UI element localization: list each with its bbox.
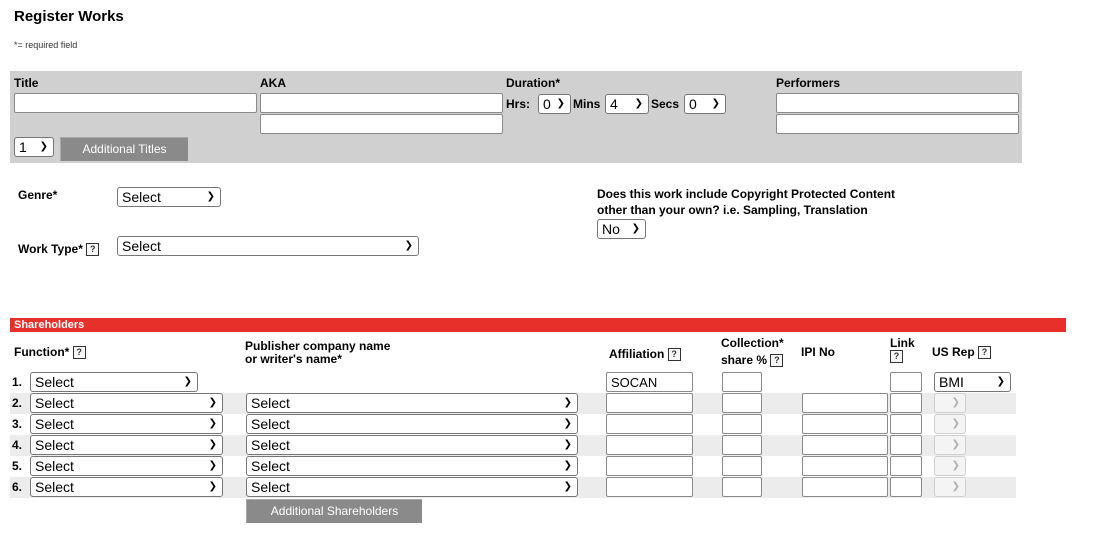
publisher-value: Select <box>251 395 290 411</box>
title-label: Title <box>14 76 39 90</box>
chevron-down-icon: ❯ <box>208 397 217 408</box>
publisher-header-line2: or writer's name* <box>245 352 342 366</box>
secs-label: Secs <box>651 97 680 111</box>
publisher-value: Select <box>251 416 290 432</box>
chevron-down-icon: ❯ <box>996 376 1005 387</box>
chevron-down-icon: ❯ <box>951 418 960 429</box>
publisher-select[interactable] <box>246 435 578 455</box>
publisher-value: Select <box>251 458 290 474</box>
copyright-question-line1: Does this work include Copyright Protected Content <box>597 187 896 201</box>
work-type-select[interactable] <box>117 236 419 256</box>
chevron-down-icon: ❯ <box>563 460 572 471</box>
help-icon[interactable]: ? <box>770 354 783 367</box>
function-value: Select <box>35 374 74 390</box>
function-header <box>14 346 86 359</box>
us-rep-header-text: US Rep <box>932 345 975 359</box>
aka-input[interactable] <box>260 93 503 113</box>
chevron-down-icon: ❯ <box>634 98 643 109</box>
chevron-down-icon: ❯ <box>208 460 217 471</box>
link-input[interactable] <box>890 456 922 476</box>
us-rep-select <box>934 393 966 413</box>
chevron-down-icon: ❯ <box>951 439 960 450</box>
publisher-select[interactable] <box>246 393 578 413</box>
ipi-input[interactable] <box>802 393 888 413</box>
function-value: Select <box>35 395 74 411</box>
help-icon[interactable]: ? <box>86 243 99 256</box>
us-rep-select <box>934 435 966 455</box>
shareholders-section-title: Shareholders <box>10 318 1066 332</box>
mins-label: Mins <box>573 97 601 111</box>
publisher-header <box>245 340 390 366</box>
affiliation-input[interactable] <box>606 456 693 476</box>
copyright-select[interactable] <box>597 219 646 239</box>
chevron-down-icon: ❯ <box>208 481 217 492</box>
additional-shareholders-button[interactable]: Additional Shareholders <box>246 499 422 523</box>
hrs-label: Hrs: <box>506 97 531 111</box>
aka-input-2[interactable] <box>260 114 503 134</box>
help-icon[interactable]: ? <box>890 350 903 363</box>
affiliation-input[interactable] <box>606 393 693 413</box>
chevron-down-icon: ❯ <box>39 141 48 152</box>
help-icon[interactable]: ? <box>978 346 991 359</box>
us-rep-select <box>934 414 966 434</box>
hrs-select[interactable] <box>538 94 571 114</box>
chevron-down-icon: ❯ <box>951 397 960 408</box>
chevron-down-icon: ❯ <box>404 240 413 251</box>
chevron-down-icon: ❯ <box>951 460 960 471</box>
row-number: 5. <box>12 459 23 473</box>
publisher-header-line1: Publisher company name <box>245 339 391 353</box>
chevron-down-icon: ❯ <box>208 439 217 450</box>
link-header <box>890 337 915 363</box>
collection-header-line2 <box>721 354 784 367</box>
secs-value: 0 <box>689 96 697 112</box>
ipi-input[interactable] <box>802 414 888 434</box>
title-count-value: 1 <box>19 139 27 155</box>
row-number: 3. <box>12 417 23 431</box>
function-select[interactable] <box>30 393 223 413</box>
chevron-down-icon: ❯ <box>711 98 720 109</box>
us-rep-value: BMI <box>939 374 964 390</box>
page-title: Register Works <box>14 8 124 25</box>
function-select[interactable] <box>30 435 223 455</box>
chevron-down-icon: ❯ <box>563 439 572 450</box>
publisher-value: Select <box>251 479 290 495</box>
us-rep-select <box>934 477 966 497</box>
ipi-header: IPI No <box>801 345 836 359</box>
row-number: 2. <box>12 396 23 410</box>
collection-share-input[interactable] <box>722 456 762 476</box>
function-select[interactable] <box>30 372 198 392</box>
function-select[interactable] <box>30 414 223 434</box>
affiliation-input[interactable] <box>606 435 693 455</box>
performer-input-2[interactable] <box>776 114 1019 134</box>
collection-header-line1: Collection* <box>721 336 784 350</box>
genre-label: Genre* <box>18 188 58 202</box>
chevron-down-icon: ❯ <box>183 376 192 387</box>
collection-share-input[interactable] <box>722 414 762 434</box>
mins-value: 4 <box>610 96 618 112</box>
chevron-down-icon: ❯ <box>631 223 640 234</box>
performer-input[interactable] <box>776 93 1019 113</box>
collection-share-input[interactable] <box>722 435 762 455</box>
link-input[interactable] <box>890 435 922 455</box>
function-select[interactable] <box>30 477 223 497</box>
affiliation-input[interactable] <box>606 477 693 497</box>
affiliation-input[interactable] <box>606 414 693 434</box>
publisher-value: Select <box>251 437 290 453</box>
us-rep-header <box>932 346 991 359</box>
help-icon[interactable]: ? <box>668 348 681 361</box>
link-input[interactable] <box>890 477 922 497</box>
chevron-down-icon: ❯ <box>208 418 217 429</box>
affiliation-header-text: Affiliation <box>609 347 665 361</box>
aka-label: AKA <box>260 76 286 90</box>
function-value: Select <box>35 437 74 453</box>
secs-select[interactable] <box>684 94 726 114</box>
work-type-label <box>18 242 99 256</box>
collection-header <box>721 337 784 367</box>
copyright-value: No <box>602 221 620 237</box>
publisher-select[interactable] <box>246 414 578 434</box>
publisher-select[interactable] <box>246 477 578 497</box>
work-type-label-text: Work Type* <box>18 242 83 256</box>
chevron-down-icon: ❯ <box>563 418 572 429</box>
chevron-down-icon: ❯ <box>563 397 572 408</box>
us-rep-select[interactable] <box>934 372 1011 392</box>
collection-share-input[interactable] <box>722 393 762 413</box>
collection-share-input[interactable] <box>722 372 762 392</box>
link-input[interactable] <box>890 372 922 392</box>
link-header-text: Link <box>890 336 915 350</box>
function-value: Select <box>35 458 74 474</box>
ipi-input[interactable] <box>802 477 888 497</box>
mins-select[interactable] <box>605 94 649 114</box>
row-number: 4. <box>12 438 23 452</box>
ipi-input[interactable] <box>802 456 888 476</box>
function-value: Select <box>35 479 74 495</box>
us-rep-select <box>934 456 966 476</box>
work-type-value: Select <box>122 238 161 254</box>
publisher-select[interactable] <box>246 456 578 476</box>
chevron-down-icon: ❯ <box>206 191 215 202</box>
performers-label: Performers <box>776 76 841 90</box>
required-field-note: *= required field <box>14 40 78 50</box>
title-count-select[interactable] <box>14 137 54 157</box>
function-value: Select <box>35 416 74 432</box>
affiliation-header <box>609 348 681 361</box>
chevron-down-icon: ❯ <box>556 98 565 109</box>
collection-share-input[interactable] <box>722 477 762 497</box>
function-select[interactable] <box>30 456 223 476</box>
additional-titles-button[interactable]: Additional Titles <box>60 137 188 161</box>
collection-header-line2-text: share % <box>721 353 768 367</box>
link-input[interactable] <box>890 393 922 413</box>
help-icon[interactable]: ? <box>73 346 86 359</box>
chevron-down-icon: ❯ <box>563 481 572 492</box>
chevron-down-icon: ❯ <box>951 481 960 492</box>
genre-select[interactable] <box>117 187 221 207</box>
title-input[interactable] <box>14 93 257 113</box>
row-number: 6. <box>12 480 23 494</box>
copyright-question-line2: other than your own? i.e. Sampling, Translation <box>597 203 868 217</box>
ipi-input[interactable] <box>802 435 888 455</box>
link-input[interactable] <box>890 414 922 434</box>
genre-value: Select <box>122 189 161 205</box>
hrs-value: 0 <box>543 96 551 112</box>
function-header-text: Function* <box>14 345 70 359</box>
duration-label: Duration* <box>506 76 560 90</box>
affiliation-input[interactable] <box>606 372 693 392</box>
row-number: 1. <box>12 375 23 389</box>
